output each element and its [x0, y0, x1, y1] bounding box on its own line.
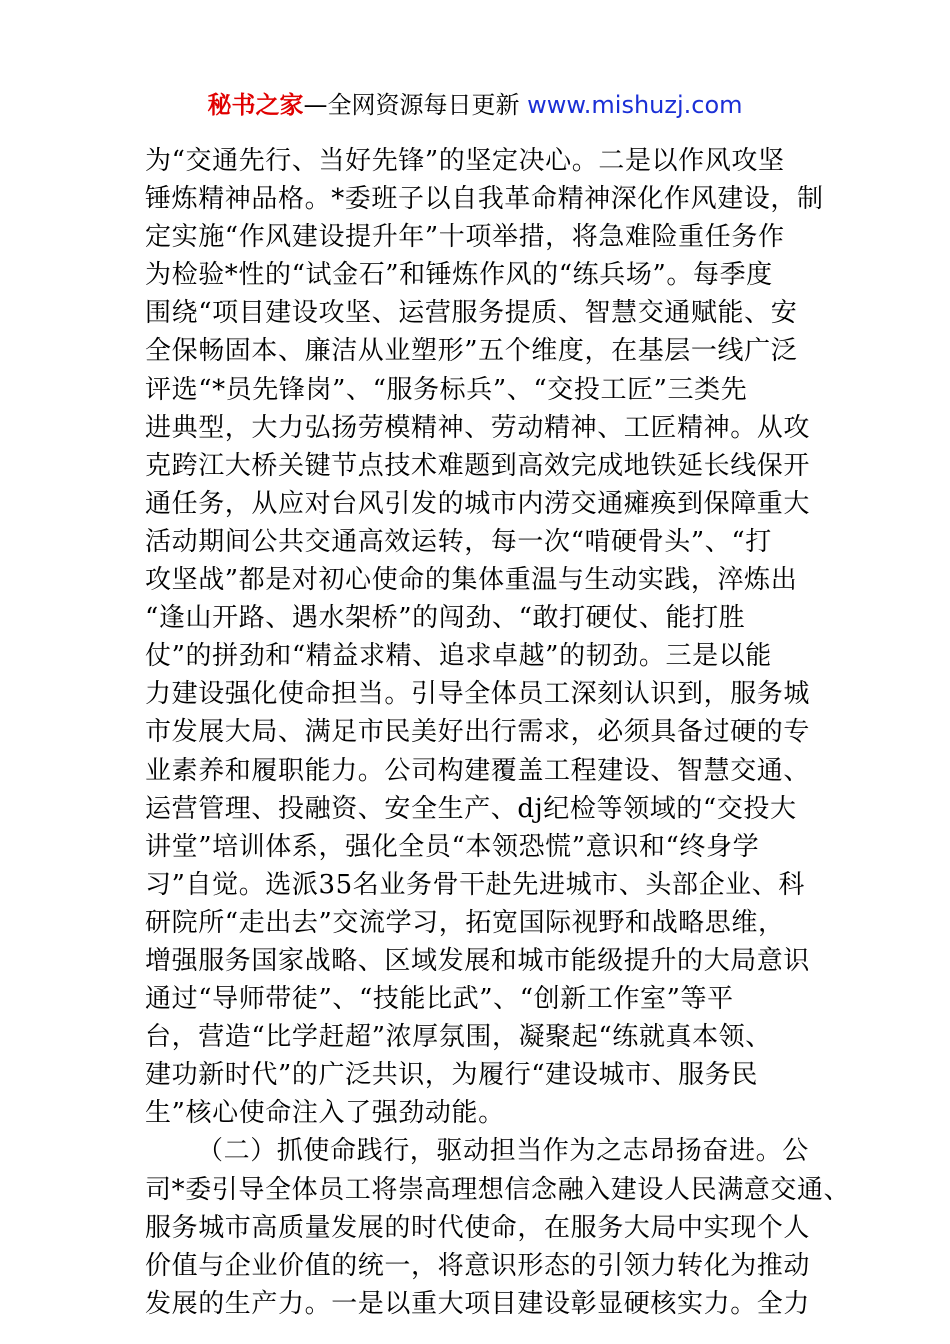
paragraph-heading-line: （二）抓使命践行，驱动担当作为之志昂扬奋进。公	[197, 1136, 809, 1167]
text-line: 增强服务国家战略、区域发展和城市能级提升的大局意识	[145, 945, 811, 976]
text-line: 围绕“项目建设攻坚、运营服务提质、智慧交通赋能、安	[145, 298, 798, 329]
text-line: 服务城市高质量发展的时代使命，在服务大局中实现个人	[145, 1212, 811, 1243]
text-line: 为检验*性的“试金石”和锤炼作风的“练兵场”。每季度	[145, 260, 773, 291]
text-line: 为“交通先行、当好先锋”的坚定决心。二是以作风攻坚	[145, 146, 785, 176]
text-line: 习”自觉。选派35名业务骨干赴先进城市、头部企业、科	[145, 869, 805, 900]
text-line: 价值与企业价值的统一，将意识形态的引领力转化为推动	[145, 1250, 811, 1281]
text-line: 研院所“走出去”交流学习，拓宽国际视野和战略思维，	[145, 907, 785, 938]
text-line: 定实施“作风建设提升年”十项举措，将急难险重任务作	[145, 222, 785, 253]
text-line: 力建设强化使命担当。引导全体员工深刻认识到，服务城	[145, 679, 811, 710]
text-line: 攻坚战”都是对初心使命的集体重温与生动实践，淬炼出	[145, 565, 798, 596]
text-line: 全保畅固本、廉洁从业塑形”五个维度，在基层一线广泛	[145, 336, 798, 367]
header-brand: 秘书之家	[207, 91, 304, 119]
text-line: 锤炼精神品格。*委班子以自我革命精神深化作风建设，制	[145, 184, 824, 215]
text-line: 克跨江大桥关键节点技术难题到高效完成地铁延长线保开	[145, 450, 811, 481]
body-text	[145, 142, 851, 1323]
text-line: 评选“*员先锋岗”、“服务标兵”、“交投工匠”三类先	[145, 374, 748, 405]
text-line: 发展的生产力。一是以重大项目建设彰显硬核实力。全力	[145, 1288, 811, 1319]
text-line: 运营管理、投融资、安全生产、dj纪检等领域的“交投大	[145, 793, 797, 824]
text-line: 仗”的拼劲和“精益求精、追求卓越”的韧劲。三是以能	[145, 641, 772, 672]
text-line: 进典型，大力弘扬劳模精神、劳动精神、工匠精神。从攻	[145, 412, 811, 443]
text-line: 司*委引导全体员工将崇高理想信念融入建设人民满意交通、	[145, 1174, 851, 1205]
header-tagline: —全网资源每日更新	[303, 91, 528, 119]
text-line: 业素养和履职能力。公司构建覆盖工程建设、智慧交通、	[145, 755, 811, 786]
text-line: 讲堂”培训体系，强化全员“本领恐慌”意识和“终身学	[145, 831, 760, 862]
text-line: 通任务，从应对台风引发的城市内涝交通瘫痪到保障重大	[145, 488, 811, 519]
text-line: “逢山开路、遇水架桥”的闯劲、“敢打硬仗、能打胜	[145, 603, 746, 634]
text-line: 生”核心使命注入了强劲动能。	[145, 1098, 505, 1129]
text-line: 通过“导师带徒”、“技能比武”、“创新工作室”等平	[145, 984, 734, 1015]
page-header	[0, 88, 950, 122]
text-line: 建功新时代”的广泛共识，为履行“建设城市、服务民	[145, 1060, 758, 1091]
header-site-link[interactable]: www.mishuzj.com	[527, 91, 743, 119]
text-line: 市发展大局、满足市民美好出行需求，必须具备过硬的专	[145, 717, 811, 748]
text-line: 活动期间公共交通高效运转，每一次“啃硬骨头”、“打	[145, 526, 772, 557]
text-line: 台，营造“比学赶超”浓厚氛围，凝聚起“练就真本领、	[145, 1022, 772, 1053]
